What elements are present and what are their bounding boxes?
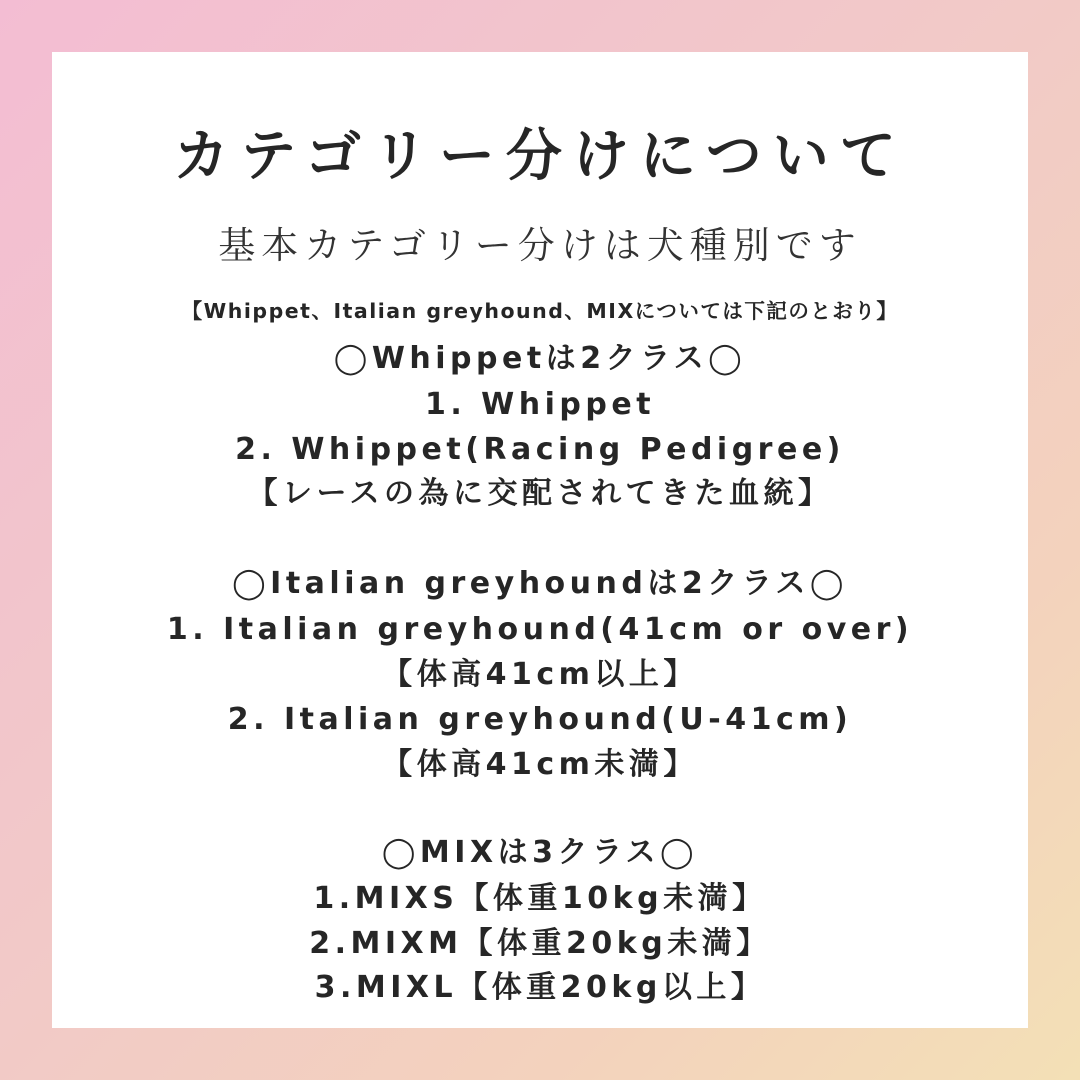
mix-class-item: 2.MIXM【体重20kg未満】 (309, 926, 771, 961)
italian-greyhound-class-note: 【体高41cm以上】 (382, 657, 698, 692)
whippet-class-item: 2. Whippet(Racing Pedigree) (235, 432, 845, 467)
mix-section-heading: ◯MIXは3クラス◯ (381, 835, 699, 870)
breed-note: 【Whippet、Italian greyhound、MIXについては下記のとおり】 (181, 299, 899, 323)
whippet-section-heading: ◯Whippetは2クラス◯ (333, 341, 747, 376)
italian-greyhound-section-heading: ◯Italian greyhoundは2クラス◯ (232, 566, 848, 601)
mix-class-item: 1.MIXS【体重10kg未満】 (313, 881, 767, 916)
italian-greyhound-class-item: 2. Italian greyhound(U-41cm) (227, 702, 853, 737)
italian-greyhound-class-item: 1. Italian greyhound(41cm or over) (166, 612, 914, 647)
content-card (52, 52, 1028, 1028)
mix-class-item: 3.MIXL【体重20kg以上】 (314, 970, 766, 1005)
page-subtitle: 基本カテゴリー分けは犬種別です (218, 224, 862, 267)
italian-greyhound-class-note: 【体高41cm未満】 (382, 747, 698, 782)
page-title: カテゴリー分けについて (173, 124, 907, 189)
whippet-class-item: 1. Whippet (424, 387, 656, 422)
whippet-class-note: 【レースの為に交配されてきた血統】 (247, 476, 833, 511)
